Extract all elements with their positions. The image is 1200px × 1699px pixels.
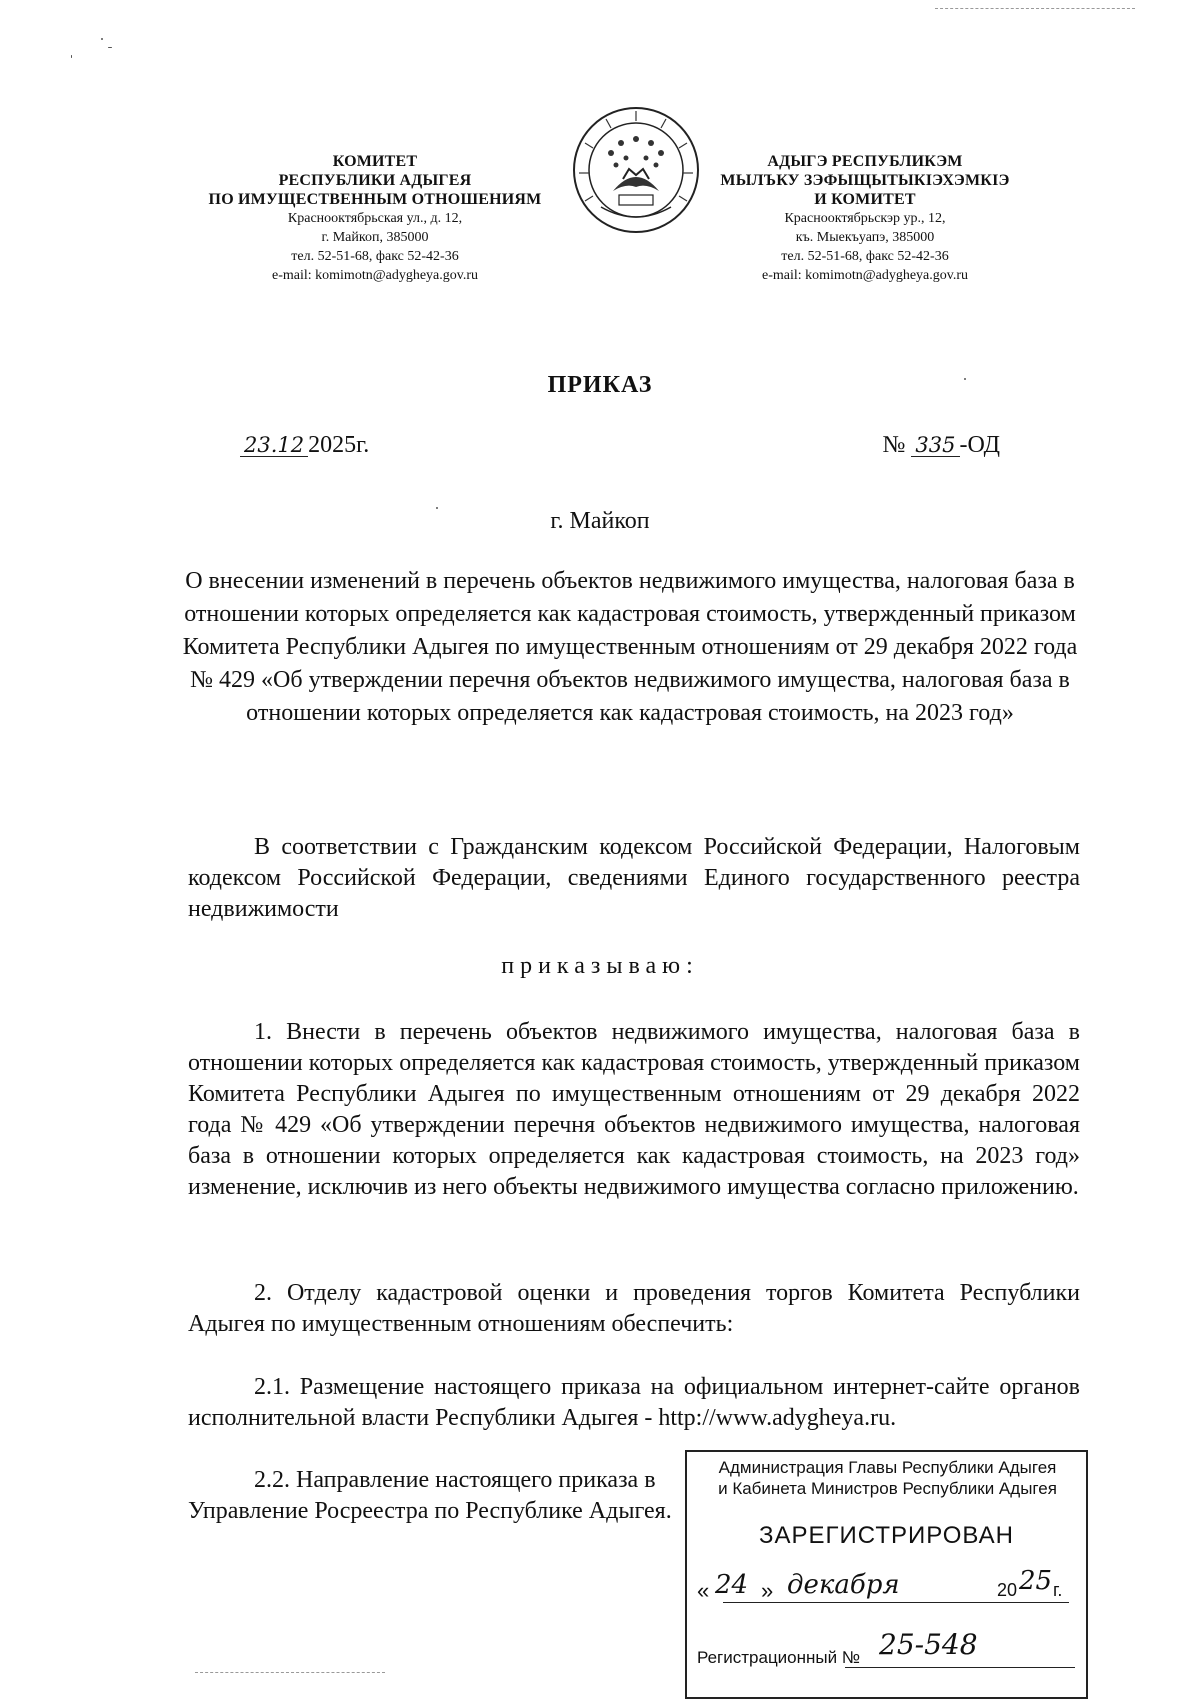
scan-artifact-top [935, 8, 1135, 9]
number-prefix: № [882, 432, 906, 458]
header-right-address2: къ. Мыекъуапэ, 385000 [795, 230, 935, 245]
stamp-reg-label: Регистрационный № [697, 1648, 861, 1667]
document-title: ПРИКАЗ [547, 372, 653, 398]
header-right-line2: МЫЛЪКУ ЗЭФЫЩЫТЫКIЭХЭМКIЭ [720, 172, 1010, 189]
header-left-email: e-mail: komimotn@adygheya.gov.ru [272, 268, 478, 283]
stamp-day-open: « [697, 1578, 710, 1603]
scan-speck [436, 507, 438, 509]
header-left-phone: тел. 52-51-68, факс 52-42-36 [291, 249, 459, 264]
stamp-registration-number [697, 1628, 1077, 1682]
paragraph-2-2-text: 2.2. Направление настоящего приказа в Управление Росреестра по Республике Адыгея. [188, 1467, 672, 1524]
stamp-reg-underline [845, 1667, 1075, 1668]
preamble-paragraph [188, 832, 1080, 925]
handwritten-number: 335 [911, 434, 959, 457]
scan-speck [108, 47, 112, 48]
stamp-year-suffix: г. [1053, 1580, 1063, 1600]
preamble-text: В соответствии с Гражданским кодексом Российской Федерации, Налоговым кодексом Российской Федерации, сведениями Единого государственного реестра недвижимости [188, 834, 1080, 922]
header-left-line2: РЕСПУБЛИКИ АДЫГЕЯ [278, 172, 472, 189]
number-suffix: -ОД [959, 432, 1000, 458]
stamp-org-line1: Администрация Главы Республики Адыгея [718, 1458, 1057, 1477]
stamp-registered-label: ЗАРЕГИСТРИРОВАН [759, 1522, 1014, 1549]
orders-keyword: приказываю: [501, 953, 699, 979]
paragraph-1-text: 1. Внести в перечень объектов недвижимого имущества, налоговая база в отношении которых определяется как кадастровая стоимость, утвержденный приказом Комитета Республики Адыгея по имущественным отношениям от 29 декабря 2022 года № 429 «Об утверждении перечня объектов недвижимого имущества, налоговая база в отношении которых определяется как кадастровая стоимость, на 2023 год» изменение, исключив из него объекты недвижимого имущества согласно приложению. [188, 1019, 1080, 1200]
registration-stamp [685, 1450, 1088, 1699]
header-right-email: e-mail: komimotn@adygheya.gov.ru [762, 268, 968, 283]
stamp-day-close: » [761, 1578, 774, 1603]
stamp-organization [695, 1457, 1080, 1499]
header-right-phone: тел. 52-51-68, факс 52-42-36 [781, 249, 949, 264]
header-left-line3: ПО ИМУЩЕСТВЕННЫМ ОТНОШЕНИЯМ [208, 191, 542, 208]
paragraph-2-1 [188, 1372, 1080, 1434]
coat-of-arms-emblem-icon [571, 103, 701, 237]
stamp-year-prefix: 20 [997, 1580, 1018, 1600]
document-subject: О внесении изменений в перечень объектов недвижимого имущества, налоговая база в отношении которых определяется как кадастровая стоимость, утвержденный приказом Комитета Республики Адыгея по имущественным отношениям от 29 декабря 2022 года № 429 «Об утверждении перечня объектов недвижимого имущества, налоговая база в отношении которых определяется как кадастровая стоимость, на 2023 год» [182, 568, 1078, 726]
stamp-date-underline [723, 1602, 1069, 1603]
header-left-address1: Краснооктябрьская ул., д. 12, [287, 211, 463, 226]
header-right-line3: И КОМИТЕТ [814, 191, 916, 208]
paragraph-2-text: 2. Отделу кадастровой оценки и проведения торгов Комитета Республики Адыгея по имущественным отношениям обеспечить: [188, 1280, 1080, 1337]
paragraph-1 [188, 1017, 1080, 1203]
stamp-date-line [697, 1566, 1077, 1610]
document-number [883, 432, 1001, 459]
header-left-address2: г. Майкоп, 385000 [321, 230, 429, 245]
date-suffix: 2025г. [308, 432, 370, 458]
header-right-line1: АДЫГЭ РЕСПУБЛИКЭМ [767, 153, 963, 170]
scan-speck [964, 378, 966, 380]
document-city: г. Майкоп [550, 508, 650, 534]
scan-speck [101, 38, 103, 40]
paragraph-2 [188, 1278, 1080, 1340]
header-right-address1: Краснооктябрьскэр ур., 12, [784, 211, 946, 226]
scan-speck [71, 55, 72, 58]
scan-artifact-bottom [195, 1672, 385, 1673]
document-date [240, 432, 369, 459]
handwritten-date: 23.12 [240, 434, 308, 457]
stamp-day-handwritten: 24 [715, 1570, 749, 1600]
stamp-reg-number-handwritten: 25-548 [879, 1628, 978, 1661]
stamp-year-handwritten: 25 [1019, 1566, 1053, 1596]
stamp-month-handwritten: декабря [787, 1570, 900, 1600]
paragraph-2-2 [188, 1465, 708, 1527]
header-left [190, 152, 560, 285]
header-right [705, 152, 1025, 285]
header-left-line1: КОМИТЕТ [332, 153, 418, 170]
paragraph-2-1-text: 2.1. Размещение настоящего приказа на официальном интернет-сайте органов исполнительной власти Республики Адыгея - http://www.adygheya.ru. [188, 1374, 1080, 1431]
stamp-org-line2: и Кабинета Министров Республики Адыгея [718, 1479, 1057, 1498]
